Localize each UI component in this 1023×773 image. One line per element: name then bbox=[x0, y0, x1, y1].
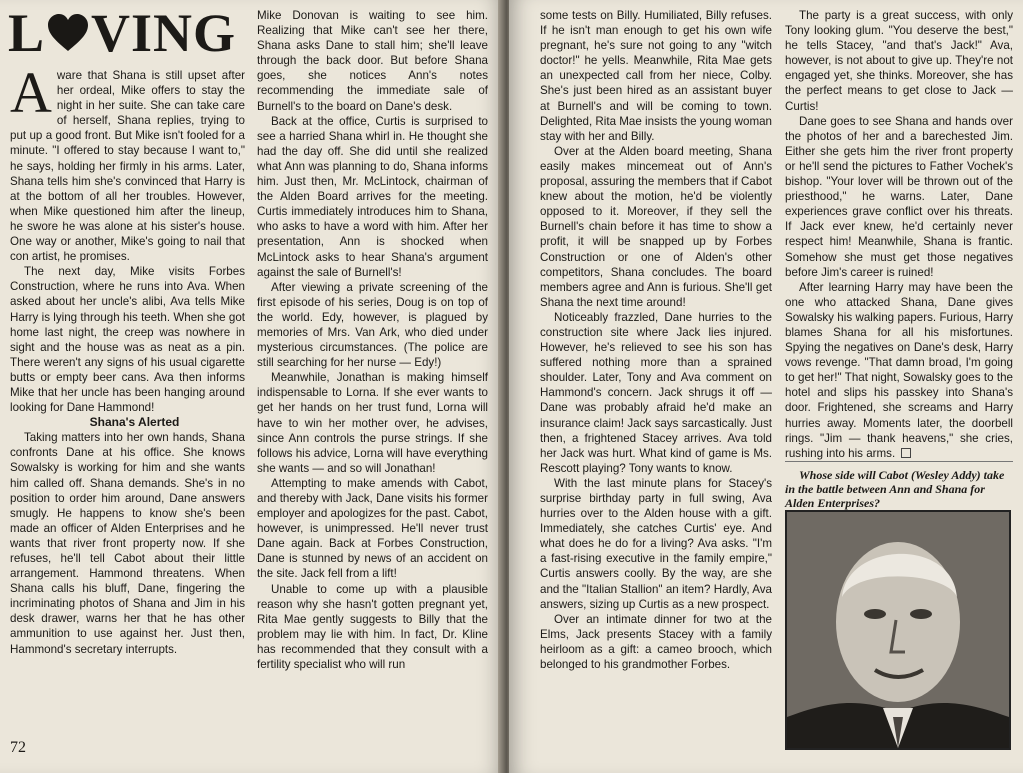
masthead-title bbox=[8, 3, 245, 63]
photo-caption: Whose side will Cabot (Wesley Addy) take in the battle between Ann and Shana for Alden Enterprises? bbox=[785, 461, 1013, 510]
right-column-1 bbox=[540, 8, 772, 672]
portrait-photo bbox=[785, 510, 1011, 750]
masthead-prefix: L bbox=[8, 3, 46, 63]
left-page bbox=[0, 0, 504, 773]
paragraph: After viewing a private screening of the first episode of his series, Doug is on top of the world. Edy, however, is plagued by memories of Mrs. Van Ark, who died under mysterious circumstances. (The police are still searching for her nurse — Edy!) bbox=[257, 280, 488, 370]
page-number: 72 bbox=[10, 739, 26, 756]
left-column-1 bbox=[8, 3, 245, 657]
paragraph: Over an intimate dinner for two at the Elms, Jack presents Stacey with a family heirloom as a gift: a cameo brooch, which belonged to his grandmother Forbes. bbox=[540, 612, 772, 672]
right-column-2 bbox=[785, 8, 1013, 750]
paragraph: Dane goes to see Shana and hands over the photos of her and a barechested Jim. Either she gets him the river front property or he'll send the pictures to Father Vochek's bishop. "Your lover will be thrown out of the priesthood," he warns. Later, Dane experiences grave conflict over his threats. If Jack ever knew, he'd certainly never respect him! Meanwhile, Shana is frantic. Somehow she must get those negatives before Jim's career is ruined! bbox=[785, 114, 1013, 279]
drop-cap: A bbox=[10, 60, 52, 125]
paragraph: The next day, Mike visits Forbes Construction, where he runs into Ava. When asked about her uncle's alibi, Ava tells Mike Harry is lying through his teeth. When she got home last night, the creep was nowhere in sight and the house was as neat as a pin. There weren't any signs of his usual cigarette butts or empty beer cans. Ava then informs Mike that her uncle has been hanging around looking for Dane Hammond! bbox=[10, 265, 245, 415]
paragraph bbox=[785, 280, 1013, 461]
paragraph-text: ware that Shana is still upset after her ordeal, Mike offers to stay the night in her suite. She can take care of herself, Shana replies, trying to put up a good front. But Mike isn't fooled for a minute. "I offered to stay because I want to," he says, holding her firmly in his arms. Later, Shana tells him she's convinced that Harry is at the bottom of all her troubles. However, when Mike questioned him after the lineup, he swore he was alone at his sister's house. One way or another, Mike's going to nail that con artist, he promises. bbox=[10, 69, 245, 264]
right-page bbox=[509, 0, 1023, 773]
end-mark-icon bbox=[901, 448, 911, 458]
section-subhead: Shana's Alerted bbox=[89, 415, 180, 430]
paragraph: Unable to come up with a plausible reason why she hasn't gotten pregnant yet, Rita Mae gently suggests to Billy that the problem may lie with him. In fact, Dr. Kline has recommended that they consult with a fertility specialist who will run bbox=[257, 582, 488, 672]
paragraph: some tests on Billy. Humiliated, Billy refuses. If he isn't man enough to get his own wife pregnant, he's sure not going to any "witch doctor!" he yells. Meanwhile, Rita Mae gets an unexpected call from her niece, Colby. She's just been hired as an assistant buyer at Burnell's and will be coming to town. Delighted, Rita Mae insists the young woman stay with her and Billy. bbox=[540, 9, 772, 143]
masthead-suffix: VING bbox=[91, 3, 237, 63]
paragraph: Mike Donovan is waiting to see him. Realizing that Mike can't see her there, Shana asks Dane to stall him; she'll leave through the back door. But before Shana goes, she notices Ann's notes recommending the immediate sale of Burnell's to the board on Dane's desk. bbox=[257, 9, 488, 113]
paragraph: Meanwhile, Jonathan is making himself indispensable to Lorna. If she ever wants to get her hands on her trust fund, Lorna will have to win her mother over, he advises, since Ann controls the purse strings. If she follows his advice, Lorna will have everything she wants — and so will Jonathan! bbox=[257, 371, 488, 475]
paragraph: Over at the Alden board meeting, Shana easily makes mincemeat out of Ann's proposal, assuring the members that if Cabot knew about the motion, he'd be violently opposed to it. Moreover, if they sell the Burnell's chain before it has time to show a profit, it will be snapped up by Forbes Construction or one of Alden's other competitors, Shana concludes. The board members agree and Ann is furious. She'll get Shana the next time around! bbox=[540, 144, 772, 309]
paragraph: Attempting to make amends with Cabot, and thereby with Jack, Dane visits his former employer and apologizes for the past. Cabot, however, is unimpressed. He'll never trust Dane again. Back at Forbes Construction, Dane is stunned by news of an accident on the site. Jack fell from a lift! bbox=[257, 476, 488, 581]
paragraph bbox=[10, 60, 245, 264]
paragraph: Taking matters into her own hands, Shana confronts Dane at his office. She knows Sowalsky is working for him and she wants him called off. Shana demands. She's in no position to order him around, Dane answers smugly. He happens to know she's been made an officer of Alden Enterprises and he wants that river front property now. If she refuses, he'll tell Cabot about their little arrangement. Hammond threatens. When Shana calls his bluff, Dane, fingering the incriminating photos of Shana and Jim in his desk drawer, warns her that he has other ammunition to use against her. Just then, Hammond's secretary interrupts. bbox=[10, 431, 245, 656]
paragraph: Back at the office, Curtis is surprised to see a harried Shana whirl in. He thought she had the day off. She did until she realized what Ann was planning to do, Shana informs him. Just then, Mr. McLintock, chairman of the Alden Board arrives for the meeting. Curtis immediately introduces him to Shana, who asks to have a word with him. After her presentation, Ann is shocked when McLintock asks to hear Shana's argument against the sale of Burnell's! bbox=[257, 114, 488, 279]
paragraph: With the last minute plans for Stacey's surprise birthday party in full swing, Ava hurries over to the Alden house with a gift. Immediately, she catches Curtis' eye. And what does he do for a living? Ava asks. "I'm a fast-rising executive in the family empire," Curtis answers coolly. By the way, are she and the "Italian Stallion" an item? Hardly, Ava answers, sizing up Curtis as a new prospect. bbox=[540, 476, 772, 611]
paragraph-text: After learning Harry may have been the one who attacked Shana, Dane gives Sowalsky his walking papers. Furious, Harry blames Shana for all his misfortunes. Spying the negatives on Dane's desk, Harry vows revenge. "That damn broad, I'm going to get her!" That night, Sowalsky goes to the hotel and slips his passkey into Shana's door. Frightened, she screams and Harry hurries away. Moments later, the doorbell rings. "Jim — thank heavens," she cries, rushing into his arms. bbox=[785, 280, 1013, 460]
heart-icon bbox=[46, 13, 90, 53]
portrait-illustration bbox=[787, 512, 1009, 748]
paragraph: The party is a great success, with only Tony looking glum. "You deserve the best," he tells Stacey, "and that's Jack!" Ava, however, is not about to give up. They're not engaged yet, she thinks. Moreover, she has the perfect means to get close to Jack — Curtis! bbox=[785, 9, 1013, 113]
paragraph: Noticeably frazzled, Dane hurries to the construction site where Jack lies injured. However, he's relieved to see his son has suffered nothing more than a sprained shoulder. Later, Tony and Ava comment on Hammond's concern. Jack shrugs it off — Dane was probably afraid he'd make an insurance claim! Jack says sarcastically. Just then, a frightened Stacey arrives. Ava told her Jack was hurt. What kind of game is Ms. Rescott playing? Tony wants to know. bbox=[540, 310, 772, 475]
left-column-2 bbox=[257, 8, 488, 672]
